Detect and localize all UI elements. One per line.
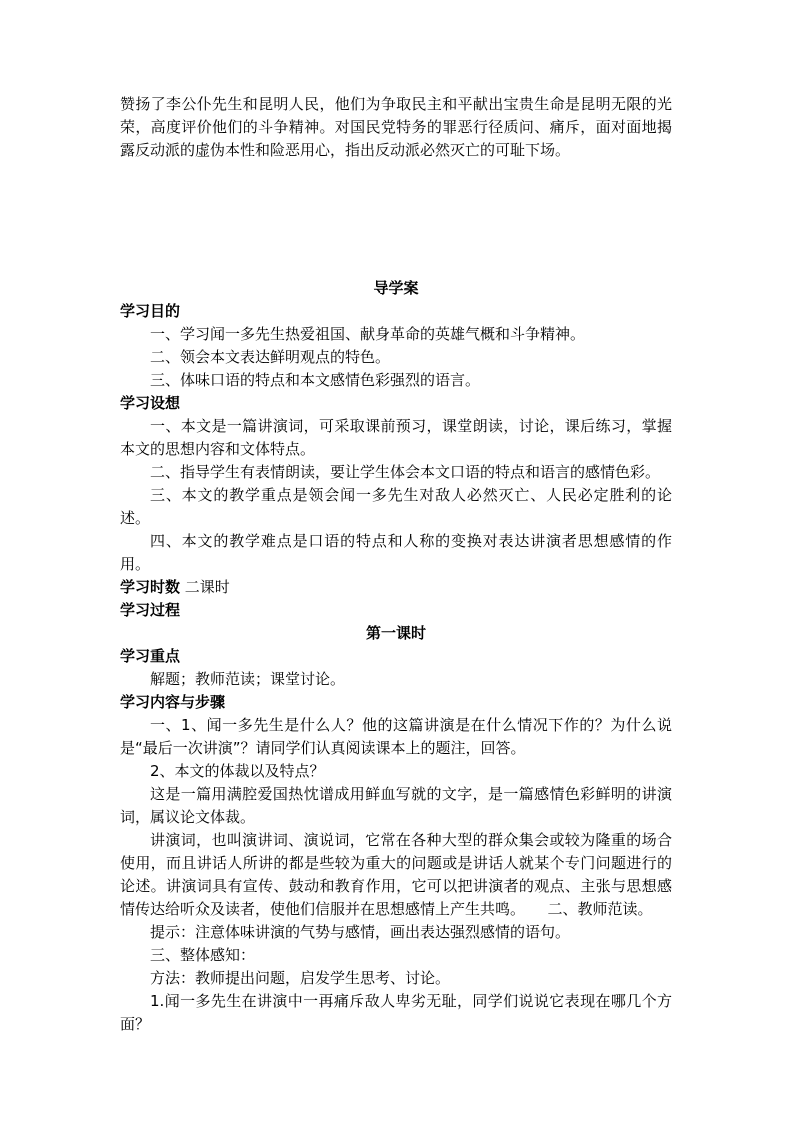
lesson-title: 第一课时 — [365, 624, 426, 642]
step-paragraph: 这是一篇用满腔爱国热忱谱成用鲜血写就的文字，是一篇感情色彩鲜明的讲演词，属议论文体裁。 — [120, 785, 672, 826]
goal-item: 一、学习闻一多先生热爱祖国、献身革命的英雄气概和斗争精神。 — [150, 325, 586, 343]
hours-heading: 学习时数 — [120, 578, 181, 596]
step-paragraph: 三、整体感知： — [150, 946, 256, 964]
idea-item: 三、本文的教学重点是领会闻一多先生对敌人必然灭亡、人民必定胜利的论述。 — [120, 486, 672, 527]
idea-item: 二、指导学生有表情朗读，要让学生体会本文口语的特点和语言的感情色彩。 — [150, 463, 661, 481]
idea-item: 一、本文是一篇讲演词，可采取课前预习，课堂朗读，讨论，课后练习，掌握本文的思想内容和文体特点。 — [120, 417, 672, 458]
goal-item: 二、领会本文表达鲜明观点的特色。 — [150, 348, 391, 366]
focus-text: 解题；教师范读；课堂讨论。 — [150, 670, 346, 688]
steps-heading: 学习内容与步骤 — [120, 693, 226, 711]
hours-line — [120, 576, 672, 599]
focus-heading: 学习重点 — [120, 647, 181, 665]
step-paragraph: 讲演词，也叫演讲词、演说词，它常在各种大型的群众集会或较为隆重的场合使用，而且讲话人所讲的都是些较为重大的问题或是讲话人就某个专门问题进行的论述。讲演词具有宣传、鼓动和教育作用，它可以把讲演者的观点、主张与思想感情传达给听众及读者，使他们信服并在思想感情上产生共鸣。 二、教师范读。 — [120, 831, 672, 918]
document-page — [120, 93, 672, 1036]
intro-paragraph: 赞扬了李公仆先生和昆明人民，他们为争取民主和平献出宝贵生命是昆明无限的光荣，高度评价他们的斗争精神。对国民党特务的罪恶行径质问、痛斥，面对面地揭露反动派的虚伪本性和险恶用心，指出反动派必然灭亡的可耻下场。 — [120, 95, 672, 159]
blank-gap — [120, 162, 672, 277]
guide-title: 导学案 — [373, 279, 419, 297]
hours-value: 二课时 — [180, 578, 230, 596]
goal-item: 三、体味口语的特点和本文感情色彩强烈的语言。 — [150, 371, 481, 389]
step-paragraph: 2、本文的体裁以及特点？ — [150, 762, 325, 780]
step-paragraph: 提示：注意体味讲演的气势与感情，画出表达强烈感情的语句。 — [150, 923, 571, 941]
idea-item: 四、本文的教学难点是口语的特点和人称的变换对表达讲演者思想感情的作用。 — [120, 532, 672, 573]
process-heading: 学习过程 — [120, 601, 181, 619]
step-paragraph: 一、1、闻一多先生是什么人？他的这篇讲演是在什么情况下作的？为什么说是“最后一次讲演”？请同学们认真阅读课本上的题注，回答。 — [120, 716, 672, 757]
goals-heading: 学习目的 — [120, 302, 181, 320]
step-paragraph: 方法：教师提出问题，启发学生思考、讨论。 — [150, 969, 451, 987]
ideas-heading: 学习设想 — [120, 394, 181, 412]
step-paragraph: 1.闻一多先生在讲演中一再痛斥敌人卑劣无耻，同学们说说它表现在哪几个方面？ — [120, 992, 672, 1033]
